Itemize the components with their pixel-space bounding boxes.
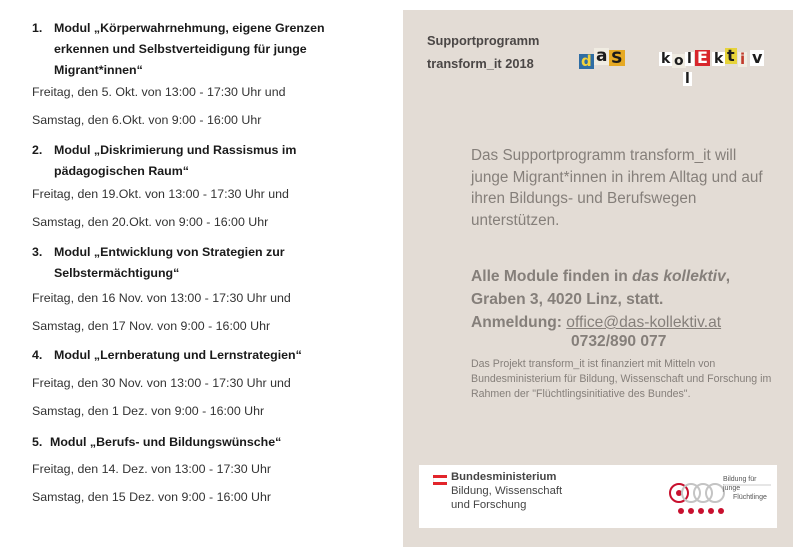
logo-letter: a: [596, 46, 608, 66]
info-panel: [403, 10, 793, 547]
modules-location-line: [471, 265, 791, 288]
logo-letter: l: [685, 71, 690, 87]
logo-letter: v: [752, 48, 763, 67]
logo-letter: k: [661, 51, 671, 67]
bfj-line2: Flüchtlinge: [733, 494, 767, 501]
module-number: 1.: [32, 21, 43, 35]
schedule-column: [0, 0, 395, 555]
program-title: [427, 29, 539, 75]
ministry-line2: Bildung, Wissenschaft: [451, 485, 563, 497]
registration-label: Anmeldung:: [471, 314, 562, 331]
ministry-logo: [451, 470, 562, 512]
module-4-date-saturday: Samstag, den 1 Dez. von 9:00 - 16:00 Uhr: [32, 404, 265, 418]
module-title: Modul „Entwicklung von Strategien zur Selbstermächtigung“: [54, 245, 285, 280]
bfj-line1: Bildung für junge: [723, 476, 757, 492]
kollektiv-name: das kollektiv: [632, 268, 726, 285]
registration-line: [471, 311, 791, 334]
program-intro: Das Supportprogramm transform_it will junge Migrant*innen in ihrem Alltag und auf ihren Bildungs- und Berufswegen unterstützen.: [471, 147, 763, 229]
module-3-heading: [32, 242, 362, 284]
program-title-line1: Supportprogramm: [427, 33, 540, 48]
logo-letter: E: [697, 48, 708, 67]
funding-note: Das Projekt transform_it ist finanziert mit Mitteln von Bundesministerium für Bildung, Wissenschaft und Forschung im Rahmen der "Flüchtlingsinitiative des Bundes".: [471, 358, 772, 400]
module-2-heading: [32, 140, 362, 182]
das-kollektiv-logo: [579, 42, 779, 104]
program-title-line2: transform_it 2018: [427, 56, 534, 71]
address: Graben 3, 4020 Linz, statt.: [471, 291, 664, 308]
austria-flag-icon: [433, 475, 447, 485]
ministry-line1: Bundesministerium: [451, 471, 557, 483]
module-number: 4.: [32, 348, 43, 362]
module-3-date-saturday: Samstag, den 17 Nov. von 9:00 - 16:00 Uhr: [32, 319, 271, 333]
phone-number: 0732/890 077: [571, 333, 667, 350]
modules-prefix: Alle Module finden in: [471, 268, 633, 285]
module-number: 3.: [32, 245, 43, 259]
module-1-date-saturday: Samstag, den 6.Okt. von 9:00 - 16:00 Uhr: [32, 113, 262, 127]
logo-letter: S: [611, 48, 623, 67]
module-number: 5.: [32, 435, 43, 449]
sponsor-footer: [419, 465, 777, 528]
module-5-date-saturday: Samstag, den 15 Dez. von 9:00 - 16:00 Uhr: [32, 490, 272, 504]
module-title: Modul „Berufs- und Bildungswünsche“: [50, 435, 282, 449]
logo-letter: d: [581, 52, 592, 70]
bfj-text: [723, 475, 775, 502]
module-2-date-saturday: Samstag, den 20.Okt. von 9:00 - 16:00 Uhr: [32, 215, 269, 229]
module-2-date-friday: Freitag, den 19.Okt. von 13:00 - 17:30 Uhr und: [32, 187, 289, 201]
logo-letter: o: [674, 53, 684, 69]
module-1-heading: [32, 18, 362, 81]
module-title: Modul „Diskrimierung und Rassismus im pädagogischen Raum“: [54, 143, 297, 178]
module-title: Modul „Körperwahrnehmung, eigene Grenzen erkennen und Selbstverteidigung für junge Migrant*innen“: [54, 21, 325, 77]
location-info: [471, 265, 791, 334]
module-title: Modul „Lernberatung und Lernstrategien“: [54, 348, 302, 362]
logo-letter: k: [714, 51, 724, 67]
bildung-fuer-junge-fluechtlinge-logo: [659, 471, 775, 521]
modules-suffix: ,: [725, 268, 731, 285]
module-3-date-friday: Freitag, den 16 Nov. von 13:00 - 17:30 Uhr und: [32, 291, 291, 305]
module-1-date-friday: Freitag, den 5. Okt. von 13:00 - 17:30 Uhr und: [32, 85, 286, 99]
logo-letter: l: [687, 51, 692, 67]
logo-letter: t: [727, 46, 735, 65]
registration-email-link[interactable]: office@das-kollektiv.at: [566, 314, 722, 331]
module-5-heading: [32, 432, 362, 453]
ministry-line3: und Forschung: [451, 499, 527, 511]
module-4-heading: [32, 345, 362, 366]
module-4-date-friday: Freitag, den 30 Nov. von 13:00 - 17:30 Uhr und: [32, 376, 291, 390]
logo-letter: i: [740, 50, 746, 68]
module-5-date-friday: Freitag, den 14. Dez. von 13:00 - 17:30 Uhr: [32, 462, 272, 476]
module-number: 2.: [32, 143, 43, 157]
